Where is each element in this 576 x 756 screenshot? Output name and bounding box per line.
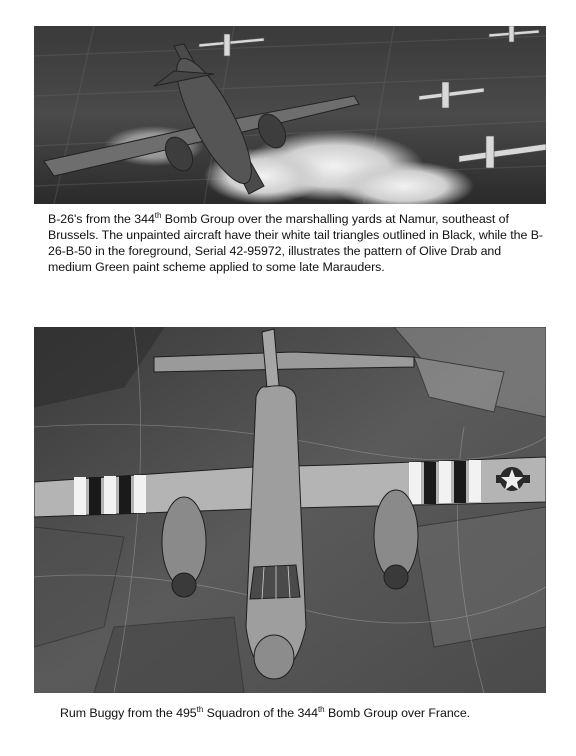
superscript-th: th xyxy=(154,210,162,220)
caption-text: B-26's from the 344 xyxy=(48,212,155,226)
caption-text: Squadron of the 344 xyxy=(203,706,318,720)
invasion-stripes-left xyxy=(74,475,146,515)
bottom-photo-image xyxy=(34,327,546,693)
top-photo-image xyxy=(34,26,546,204)
top-photo-caption xyxy=(48,211,548,275)
superscript-th: th xyxy=(196,704,204,714)
caption-text: Rum Buggy from the 495 xyxy=(60,706,197,720)
caption-text: Bomb Group over France. xyxy=(324,706,471,720)
superscript-th: th xyxy=(317,704,325,714)
bottom-photo-caption xyxy=(60,705,540,721)
invasion-stripes-right xyxy=(409,460,481,504)
caption-text: Bomb Group over the marshalling yards at Namur, southeast of Brussels. The unpainted aircraft have their white tail triangles outlined in Black, while the B-26-B-50 in the foreground, Serial 42-95972, illustrates the pattern of Olive Drab and medium Green paint scheme applied to some late Marauders. xyxy=(48,212,543,274)
bottom-photo-rum-buggy xyxy=(34,327,546,693)
top-photo-b26-formation xyxy=(34,26,546,204)
